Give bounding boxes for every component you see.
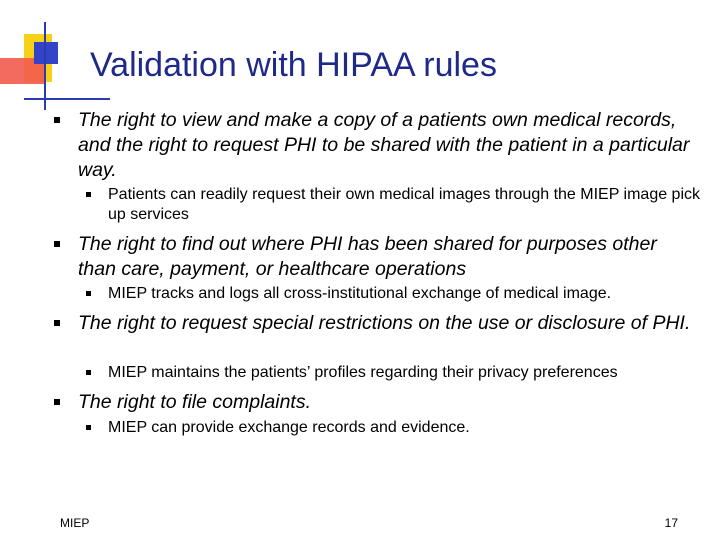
bullet-item <box>78 108 698 183</box>
bullet-text: The right to find out where PHI has been shared for purposes other than care, payment, or healthcare operations <box>78 233 657 280</box>
square-bullet-icon <box>54 399 60 405</box>
sub-bullet-text: MIEP maintains the patients’ profiles regarding their privacy preferences <box>108 364 618 381</box>
bullet-item <box>78 390 698 415</box>
square-bullet-icon <box>54 117 60 123</box>
sub-bullet-item <box>108 418 703 438</box>
sub-bullet-item <box>108 284 703 304</box>
sub-bullet-text: MIEP tracks and logs all cross-institutional exchange of medical image. <box>108 285 612 302</box>
square-bullet-icon <box>54 320 60 326</box>
sub-bullet-item <box>108 185 703 225</box>
slide-title: Validation with HIPAA rules <box>90 46 497 84</box>
square-bullet-icon <box>54 241 60 247</box>
square-bullet-icon <box>86 192 91 197</box>
bullet-item <box>78 311 698 336</box>
sub-bullet-text: Patients can readily request their own medical images through the MIEP image pick up services <box>108 186 701 223</box>
bullet-item <box>78 232 698 282</box>
sub-bullet-text: MIEP can provide exchange records and evidence. <box>108 419 470 436</box>
page-number: 17 <box>664 516 678 530</box>
square-bullet-icon <box>86 291 91 296</box>
footer-label: MIEP <box>60 516 90 530</box>
square-bullet-icon <box>86 370 91 375</box>
square-bullet-icon <box>86 425 91 430</box>
bullet-text: The right to view and make a copy of a patients own medical records, and the right to request PHI to be shared with the patient in a particular way. <box>78 109 690 181</box>
sub-bullet-item <box>108 363 703 383</box>
bullet-text: The right to request special restrictions on the use or disclosure of PHI. <box>78 312 691 334</box>
bullet-text: The right to file complaints. <box>78 391 312 413</box>
